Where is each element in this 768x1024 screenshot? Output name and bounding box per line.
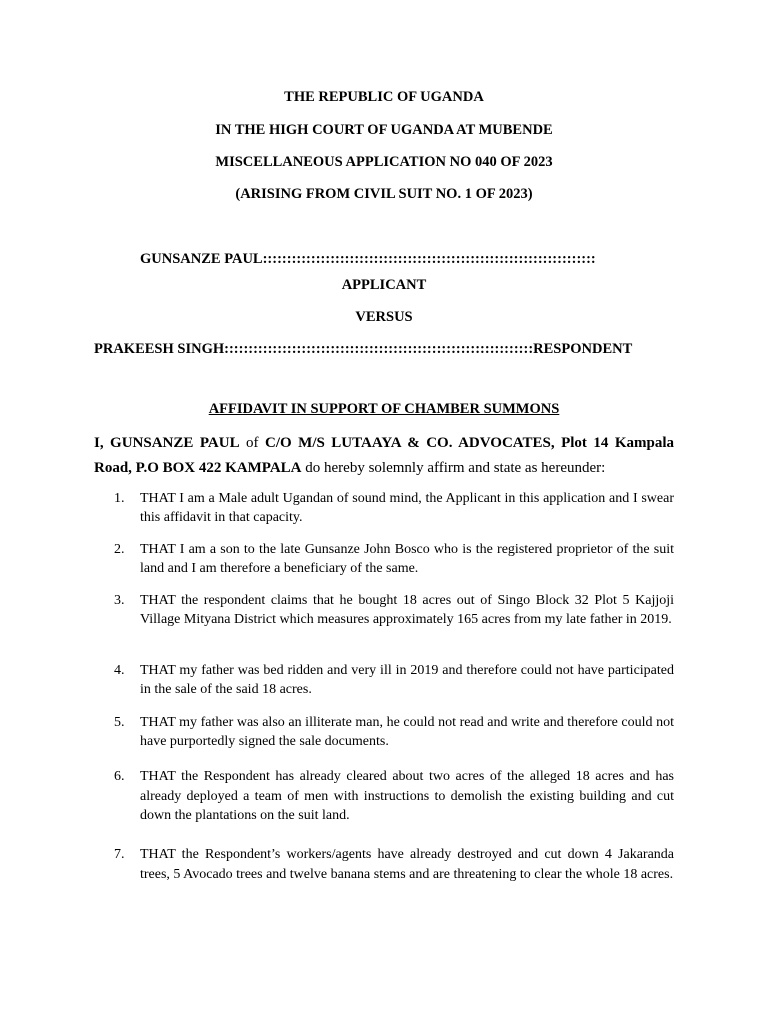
averment-number: 2.: [114, 542, 125, 557]
court-heading: IN THE HIGH COURT OF UGANDA AT MUBENDE: [215, 122, 553, 138]
applicant-role: APPLICANT: [341, 277, 427, 293]
arising-from: (ARISING FROM CIVIL SUIT NO. 1 OF 2023): [235, 186, 533, 202]
intro-connector: of: [239, 435, 266, 451]
averment-number: 1.: [114, 491, 125, 506]
averment-text: THAT the Respondent has already cleared about two acres of the alleged 18 acres and has already deployed a team of men with instructions to demolish the existing building and cut down the plantations on the suit land.: [140, 769, 674, 823]
application-number: MISCELLANEOUS APPLICATION NO 040 OF 2023: [215, 154, 553, 170]
applicant-name-line: GUNSANZE PAUL:::::::::::::::::::::::::::::::::::::::::::::::::::::::::::::::::::::: [140, 251, 596, 267]
intro-affirmation: do hereby solemnly affirm and state as hereunder:: [301, 460, 606, 476]
averment-item: [114, 490, 674, 527]
averment-number: 3.: [114, 593, 125, 608]
averment-text: THAT my father was also an illiterate man, he could not read and write and therefore could not have purportedly signed the sale documents.: [140, 715, 674, 749]
averment-text: THAT my father was bed ridden and very ill in 2019 and therefore could not have participated in the sale of the said 18 acres.: [140, 663, 674, 697]
averment-number: 4.: [114, 663, 125, 678]
respondent-name-line: PRAKEESH SINGH::::::::::::::::::::::::::::::::::::::::::::::::::::::::::::::::RESPONDENT: [94, 341, 633, 357]
averment-text: THAT the Respondent’s workers/agents have already destroyed and cut down 4 Jakaranda trees, 5 Avocado trees and twelve banana stems and are threatening to clear the whole 18 acres.: [140, 847, 674, 882]
averment-item: [114, 845, 674, 884]
averment-item: [114, 767, 674, 826]
averment-text: THAT I am a son to the late Gunsanze John Bosco who is the registered proprietor of the suit land and I am therefore a beneficiary of the same.: [140, 542, 674, 576]
versus-label: VERSUS: [355, 309, 413, 325]
averment-item: [114, 714, 674, 751]
deponent-name: I, GUNSANZE PAUL: [94, 435, 240, 451]
averment-text: THAT I am a Male adult Ugandan of sound mind, the Applicant in this application and I swear this affidavit in that capacity.: [140, 491, 674, 525]
averment-item: [114, 592, 674, 629]
republic-heading: THE REPUBLIC OF UGANDA: [284, 89, 484, 105]
averment-item: [114, 541, 674, 578]
averment-text: THAT the respondent claims that he bought 18 acres out of Singo Block 32 Plot 5 Kajjoji Village Mityana District which measures approximately 165 acres from my late father in 2019.: [140, 593, 674, 627]
affidavit-title: AFFIDAVIT IN SUPPORT OF CHAMBER SUMMONS: [208, 401, 560, 417]
averment-number: 5.: [114, 715, 125, 730]
averment-item: [114, 662, 674, 699]
deponent-address: C/O M/S LUTAAYA & CO. ADVOCATES, Plot 14 Kampala Road, P.O BOX 422 KAMPALA: [94, 435, 675, 476]
averment-number: 7.: [114, 847, 125, 862]
averment-number: 6.: [114, 769, 125, 784]
